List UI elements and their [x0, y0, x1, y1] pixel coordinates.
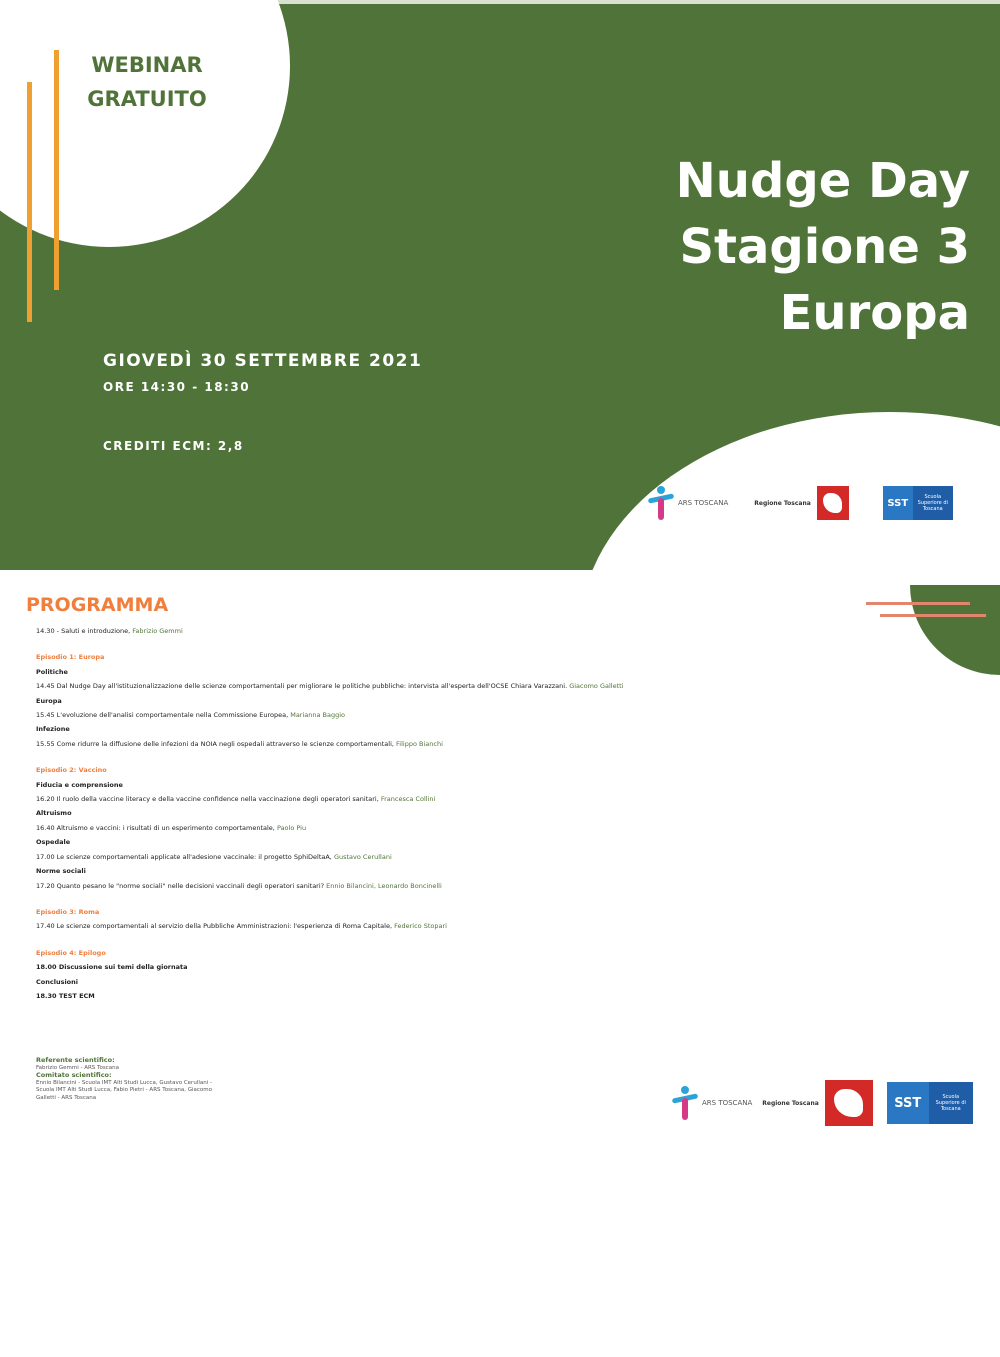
title-line-2: Stagione 3 — [679, 219, 970, 275]
scientific-committee-label: Comitato scientifico: — [36, 1071, 112, 1080]
ars-figure-icon — [672, 1086, 698, 1120]
speaker-name: Fabrizio Gemmi — [132, 627, 183, 635]
event-date: GIOVEDÌ 30 SETTEMBRE 2021 — [103, 351, 423, 371]
program-list — [36, 624, 936, 1003]
scientific-committee — [36, 1057, 212, 1103]
section-label: Infezione — [36, 725, 70, 734]
scientific-referent-text: Fabrizio Gemmi - ARS Toscana — [36, 1064, 119, 1071]
sst-logo — [887, 1082, 973, 1124]
event-title — [676, 148, 970, 346]
orange-bar-left — [27, 82, 32, 322]
scientific-referent-label: Referente scientifico: — [36, 1056, 115, 1064]
program-item: 18.00 Discussione sui temi della giornata — [36, 963, 188, 972]
webinar-badge — [82, 48, 212, 116]
sst-logo-full: Scuola Superiore di Toscana — [917, 494, 948, 512]
program-item: 18.30 TEST ECM — [36, 991, 95, 1000]
partner-logos-top — [648, 486, 953, 520]
program-item: 17.40 Le scienze comportamentali al servizio della Pubbliche Amministrazioni: l'esperienza di Roma Capitale, Federico Stopari — [36, 922, 447, 931]
speaker-name: Ennio Bilancini, Leonardo Boncinelli — [326, 881, 442, 890]
program-item: 17.20 Quanto pesano le "norme sociali" nelle decisioni vaccinali degli operatori sanitari? Ennio Bilancini, Leonardo Boncinelli — [36, 881, 442, 890]
section-label: Fiducia e comprensione — [36, 780, 123, 789]
decorative-circle-top — [0, 0, 290, 247]
sst-logo-short: SST — [887, 497, 909, 509]
section-label: Europa — [36, 696, 62, 705]
scientific-committee-text: Ennio Bilancini - Scuola IMT Alti Studi Lucca, Gustavo Cerullani - Scuola IMT Alti Studi Lucca, Fabio Pietri - ARS Toscana, Giacomo Galletti - ARS Toscana — [36, 1079, 212, 1101]
webinar-line-1: WEBINAR — [91, 53, 203, 77]
title-line-3: Europa — [779, 285, 970, 341]
section-label: Politiche — [36, 667, 68, 676]
section-label: Ospedale — [36, 838, 71, 847]
regione-toscana-logo — [762, 1080, 873, 1126]
ars-logo-text: ARS TOSCANA — [678, 499, 729, 507]
speaker-name: Giacomo Galletti — [569, 682, 624, 691]
webinar-line-2: GRATUITO — [87, 87, 207, 111]
ars-toscana-logo — [648, 486, 728, 520]
speaker-name: Gustavo Cerullani — [333, 852, 392, 861]
episode-4-title: Episodio 4: Epilogo — [36, 948, 106, 957]
event-hours: ORE 14:30 - 18:30 — [103, 380, 251, 394]
program-item: 14.45 Dal Nudge Day all'istituzionalizzazione delle scienze comportamentali per migliorare le politiche pubbliche: intervista all'esperta dell'OCSE Chiara Varazzani. Giacomo Galletti — [36, 682, 624, 691]
decorative-line-1 — [866, 602, 970, 605]
speaker-name: Federico Stopari — [394, 922, 447, 931]
regione-logo-text: Regione Toscana — [754, 499, 811, 507]
speaker-name: Filippo Bianchi — [396, 739, 443, 748]
regione-logo-text: Regione Toscana — [762, 1099, 819, 1107]
ars-figure-icon — [648, 486, 674, 520]
pegasus-icon — [817, 486, 849, 520]
ecm-credits: CREDITI ECM: 2,8 — [103, 439, 244, 453]
program-item: 16.40 Altruismo e vaccini: i risultati di un esperimento comportamentale, Paolo Piu — [36, 823, 307, 832]
program-item: 15.45 L'evoluzione dell'analisi comportamentale nella Commissione Europea, Marianna Baggio — [36, 711, 346, 720]
decorative-line-2 — [880, 614, 986, 617]
episode-3-title: Episodio 3: Roma — [36, 907, 100, 916]
ars-logo-text: ARS TOSCANA — [702, 1099, 753, 1107]
program-item: 17.00 Le scienze comportamentali applicate all'adesione vaccinale: il progetto SphiDeltaA, Gustavo Cerullani — [36, 852, 392, 861]
pegasus-icon — [825, 1080, 873, 1126]
regione-toscana-logo — [754, 486, 849, 520]
hero-top-line — [276, 0, 1000, 4]
sst-logo — [883, 486, 953, 520]
title-line-1: Nudge Day — [675, 153, 970, 209]
ars-toscana-logo — [672, 1086, 752, 1120]
speaker-name: Paolo Piu — [276, 823, 307, 832]
program-heading: PROGRAMMA — [26, 594, 169, 616]
program-intro: 14.30 - Saluti e introduzione, Fabrizio Gemmi — [36, 627, 183, 635]
speaker-name: Francesca Collini — [380, 795, 436, 804]
hero-banner — [0, 0, 1000, 570]
program-item: 16.20 Il ruolo della vaccine literacy e della vaccine confidence nella vaccinazione degli operatori sanitari, Francesca Collini — [36, 795, 436, 804]
section-label: Altruismo — [36, 809, 72, 818]
orange-bar-right — [54, 50, 59, 290]
program-item: Conclusioni — [36, 977, 78, 986]
sst-logo-short: SST — [894, 1095, 922, 1111]
sst-logo-full: Scuola Superiore di Toscana — [935, 1094, 966, 1112]
episode-2-title: Episodio 2: Vaccino — [36, 766, 107, 775]
program-item: 15.55 Come ridurre la diffusione delle infezioni da NOIA negli ospedali attraverso le scienze comportamentali, Filippo Bianchi — [36, 739, 443, 748]
partner-logos-bottom — [672, 1080, 973, 1126]
section-label: Norme sociali — [36, 867, 86, 876]
episode-1-title: Episodio 1: Europa — [36, 653, 105, 662]
speaker-name: Marianna Baggio — [290, 711, 346, 720]
